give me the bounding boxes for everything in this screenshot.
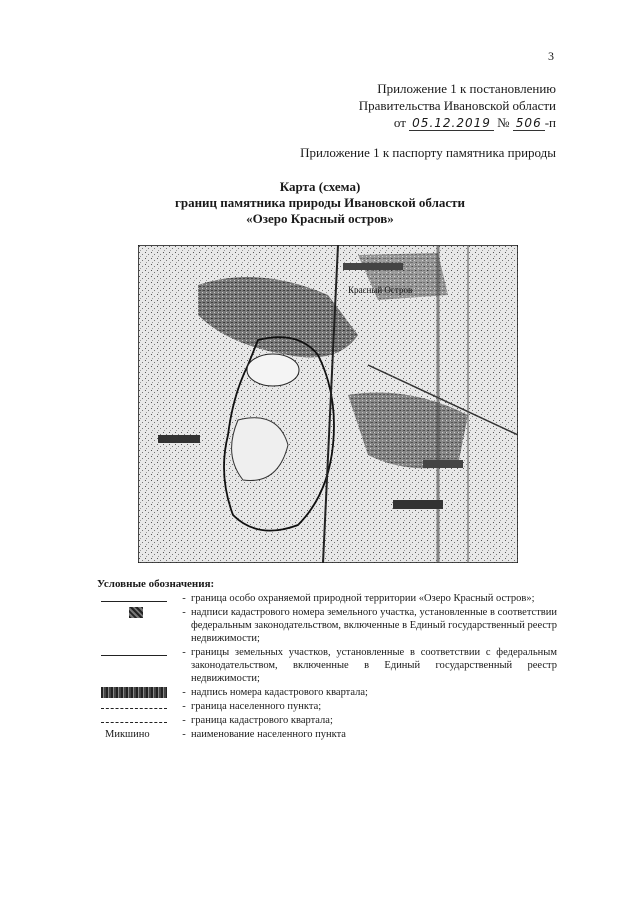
appendix-line-3: [359, 114, 556, 132]
boundary-map: [138, 245, 518, 563]
appendix-date: 05.12.2019: [409, 116, 494, 131]
legend-item: Микшино - наименование населенного пункта: [97, 728, 557, 741]
solid-line-symbol: [97, 646, 177, 659]
legend-text: надпись номера кадастрового квартала;: [191, 687, 368, 698]
page-number: 3: [548, 49, 554, 63]
legend-item: - надпись номера кадастрового квартала;: [97, 686, 557, 699]
passport-line: Приложение 1 к паспорту памятника природы: [300, 145, 556, 160]
appendix-number: 506: [513, 116, 545, 131]
hatched-label-symbol: [97, 606, 177, 619]
document-title: [0, 179, 640, 227]
title-line-1: Карта (схема): [279, 179, 361, 194]
title-line-3: «Озеро Красный остров»: [246, 211, 394, 226]
appendix-header: [359, 80, 556, 132]
cadastral-label: [343, 263, 403, 270]
appendix-line-1: Приложение 1 к постановлению: [377, 81, 556, 96]
legend-text: наименование населенного пункта: [191, 729, 346, 740]
appendix-number-sign: №: [497, 115, 510, 130]
legend-text: границы земельных участков, установленные в соответствии с федеральным законодательством, включенные в Единый государственный реестр недвижимости;: [191, 647, 557, 684]
legend-item: - граница населенного пункта;: [97, 700, 557, 713]
legend-item: - граница кадастрового квартала;: [97, 714, 557, 727]
quarter-label-symbol: [97, 686, 177, 699]
title-line-2: границ памятника природы Ивановской области: [174, 195, 466, 210]
legend-item: - надписи кадастрового номера земельного участка, установленные в соответствии федеральным законодательством, включенные в Единый государственный реестр недвижимости;: [97, 606, 557, 645]
legend: [97, 592, 557, 742]
legend-item: - граница особо охраняемой природной территории «Озеро Красный остров»;: [97, 592, 557, 605]
lake: [247, 354, 299, 386]
legend-heading: Условные обозначения:: [97, 578, 215, 590]
settlement-example: Микшино: [105, 729, 150, 740]
appendix-line-2: Правительства Ивановской области: [358, 98, 556, 113]
cadastral-label: [393, 500, 443, 509]
long-dashed-line-symbol: [97, 714, 177, 727]
legend-text: граница населенного пункта;: [191, 701, 322, 712]
appendix-suffix: -п: [544, 115, 556, 130]
dashed-line-symbol: [97, 700, 177, 713]
legend-text: граница особо охраняемой природной территории «Озеро Красный остров»;: [191, 593, 535, 604]
legend-text: граница кадастрового квартала;: [191, 715, 333, 726]
legend-text: надписи кадастрового номера земельного участка, установленные в соответствии федеральным законодательством, включенные в Единый государственный реестр недвижимости;: [191, 607, 557, 644]
map-background: [138, 245, 518, 563]
cadastral-label: [158, 435, 200, 443]
appendix-prefix: от: [393, 115, 406, 130]
map-place-label: Красный Остров: [348, 285, 413, 295]
legend-item: - границы земельных участков, установленные в соответствии с федеральным законодательством, включенные в Единый государственный реестр недвижимости;: [97, 646, 557, 685]
settlement-name-symbol: [97, 728, 177, 741]
cadastral-label: [423, 460, 463, 468]
solid-line-symbol: [97, 592, 177, 605]
